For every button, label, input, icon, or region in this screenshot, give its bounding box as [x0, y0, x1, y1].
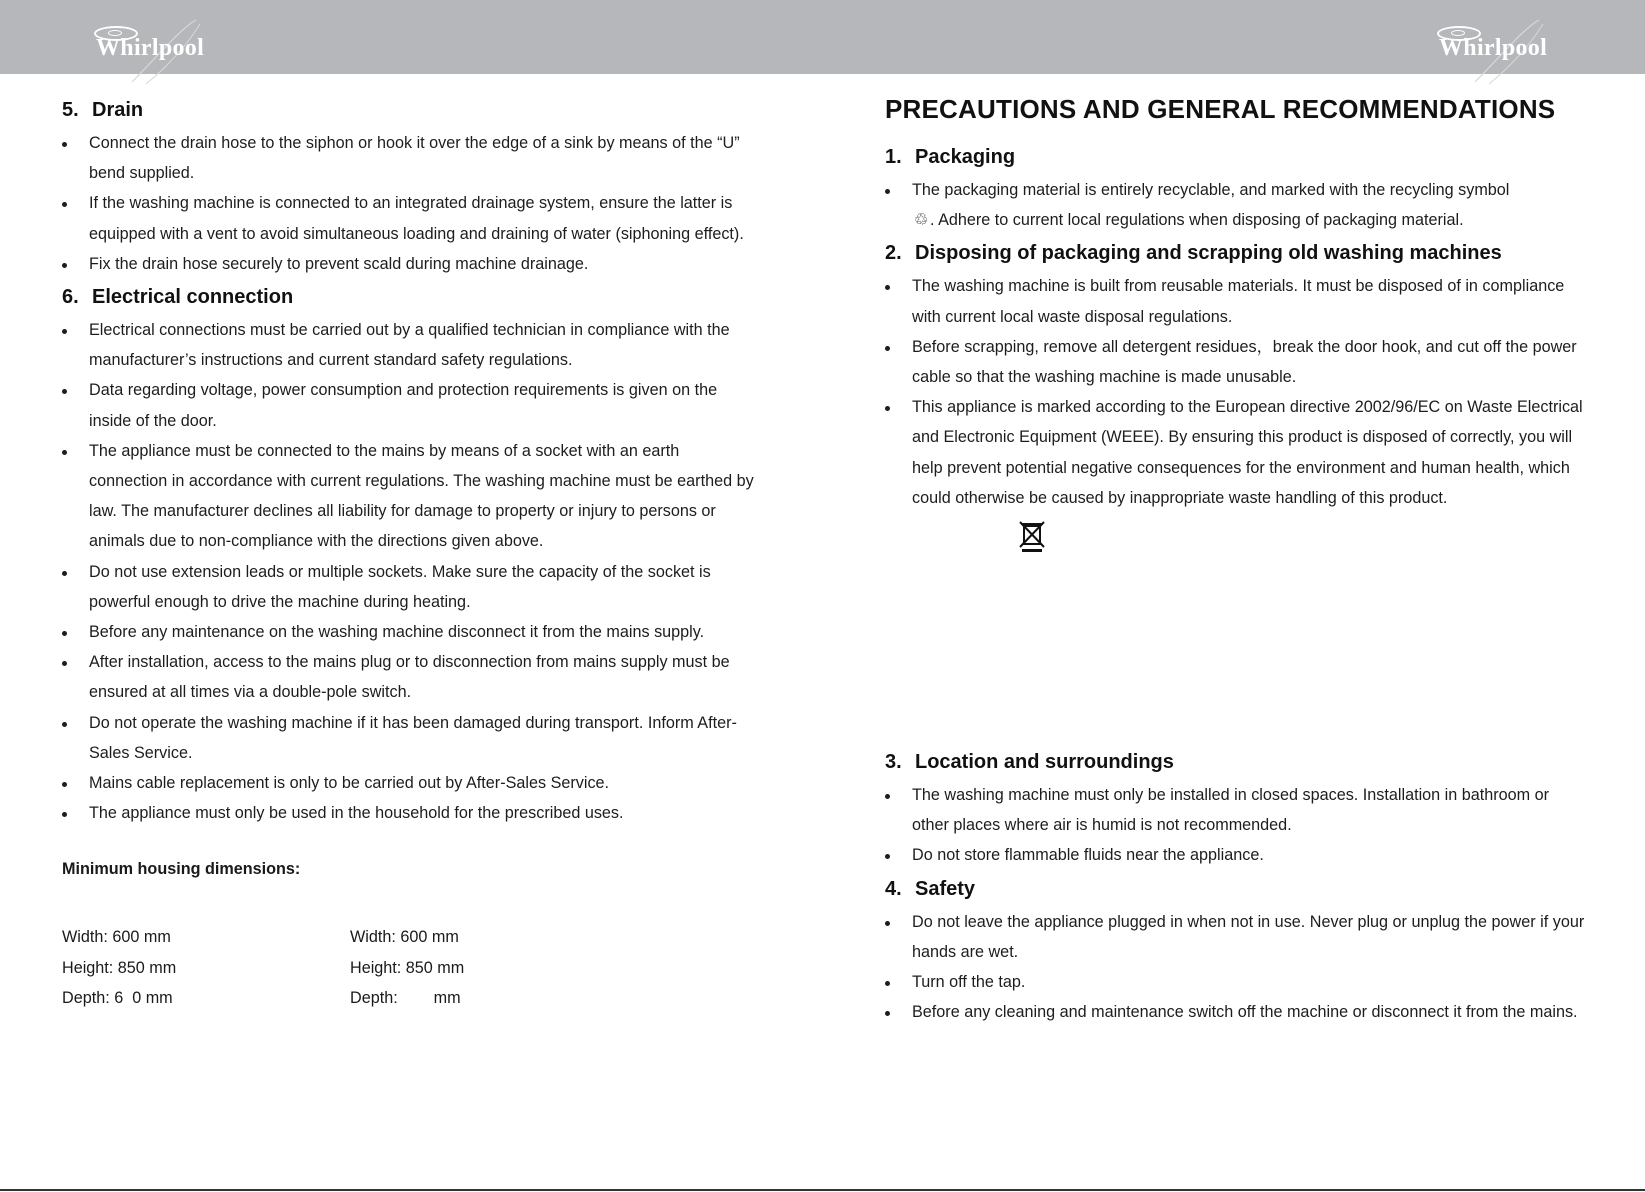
section-number: 6.	[62, 286, 79, 309]
list-item: After installation, access to the mains plug or to disconnection from mains supply must be ensured at all times via a double-pole switch.	[62, 647, 762, 707]
dim-value: Depth: mm	[350, 989, 461, 1008]
brand-name: Whirlpool	[1439, 35, 1548, 61]
list-item: Before any maintenance on the washing machine disconnect it from the mains supply.	[62, 617, 762, 647]
packaging-list	[885, 175, 1585, 235]
section-title: Location and surroundings	[915, 751, 1174, 774]
section-title: Disposing of packaging and scrapping old washing machines	[915, 242, 1502, 265]
dim-value: Depth: 6 0 mm	[62, 989, 173, 1008]
dims-table	[62, 922, 762, 1013]
list-item: Turn off the tap.	[885, 967, 1585, 997]
list-item: If the washing machine is connected to an integrated drainage system, ensure the latter is equipped with a vent to avoid simultaneous loading and draining of water (siphoning effect).	[62, 188, 762, 248]
section-title: Safety	[915, 877, 976, 900]
safety-list	[885, 907, 1585, 1028]
electrical-list	[62, 315, 762, 828]
header-bar	[0, 0, 1645, 74]
list-item: Electrical connections must be carried out by a qualified technician in compliance with the manufacturer’s instructions and current standard safety regulations.	[62, 315, 762, 375]
list-item: The washing machine must only be installed in closed spaces. Installation in bathroom or other places where air is humid is not recommended.	[885, 780, 1585, 840]
section-number: 5.	[62, 99, 79, 121]
whirlpool-logo-right	[1429, 18, 1559, 88]
recycle-icon: ♲	[913, 211, 929, 230]
list-item: This appliance is marked according to the European directive 2002/96/EC on Waste Electrical and Electronic Equipment (WEEE). By ensuring this product is disposed of correctly, you will help prevent potential negative consequences for the environment and human health, which could otherwise be caused by inappropriate waste handling of this product.	[885, 392, 1585, 513]
list-item: The appliance must only be used in the household for the prescribed uses.	[62, 798, 762, 828]
dim-value: Height: 850 mm	[350, 958, 465, 977]
list-item: Fix the drain hose securely to prevent scald during machine drainage.	[62, 249, 762, 279]
list-item: The appliance must be connected to the mains by means of a socket with an earth connection in accordance with current regulations. The washing machine must be earthed by law. The manufacturer declines all liability for damage to property or injury to persons or animals due to non-compliance with the directions given above.	[62, 436, 762, 557]
list-item: The washing machine is built from reusable materials. It must be disposed of in compliance with current local waste disposal regulations.	[885, 271, 1585, 331]
section-title: Electrical connection	[92, 286, 294, 309]
section-title: Packaging	[915, 146, 1016, 168]
list-item: Do not operate the washing machine if it has been damaged during transport. Inform After-Sales Service.	[62, 708, 762, 768]
bottom-rule	[0, 1189, 1645, 1191]
list-item: Do not use extension leads or multiple sockets. Make sure the capacity of the socket is powerful enough to drive the machine during heating.	[62, 557, 762, 617]
dim-value: Width: 600 mm	[350, 928, 459, 947]
section-heading-electrical	[62, 279, 762, 315]
list-item	[885, 175, 1585, 235]
list-item: Mains cable replacement is only to be carried out by After-Sales Service.	[62, 768, 762, 798]
location-list	[885, 780, 1585, 871]
blank-space	[885, 558, 1585, 744]
disposing-list	[885, 271, 1585, 513]
section-heading-safety	[885, 871, 1585, 907]
packaging-text-cont: . Adhere to current local regulations when disposing of packaging material.	[930, 211, 1464, 230]
right-column	[885, 92, 1585, 1027]
section-heading-drain	[62, 92, 762, 128]
list-item: Before scrapping, remove all detergent residues，break the door hook, and cut off the power cable so that the washing machine is made unusable.	[885, 332, 1585, 392]
section-title: Drain	[92, 99, 144, 121]
packaging-text: The packaging material is entirely recyclable, and marked with the recycling symbol	[912, 181, 1510, 199]
page-title: PRECAUTIONS AND GENERAL RECOMMENDATIONS	[885, 94, 1556, 124]
list-item: Before any cleaning and maintenance switch off the machine or disconnect it from the mains.	[885, 997, 1585, 1027]
section-number: 3.	[885, 751, 902, 774]
weee-bin-icon	[1017, 519, 1047, 553]
dim-value: Width: 600 mm	[62, 928, 171, 947]
section-number: 4.	[885, 877, 902, 900]
section-heading-disposing	[885, 235, 1585, 271]
section-heading-packaging	[885, 139, 1585, 175]
list-item: Connect the drain hose to the siphon or hook it over the edge of a sink by means of the “U” bend supplied.	[62, 128, 762, 188]
section-number: 1.	[885, 146, 902, 168]
dims-title: Minimum housing dimensions:	[62, 860, 301, 879]
list-item: Data regarding voltage, power consumption and protection requirements is given on the inside of the door.	[62, 375, 762, 435]
left-column	[62, 92, 762, 1014]
dim-value: Height: 850 mm	[62, 958, 177, 977]
section-number: 2.	[885, 242, 902, 265]
drain-list	[62, 128, 762, 279]
section-heading-location	[885, 744, 1585, 780]
brand-name: Whirlpool	[96, 35, 205, 61]
list-item: Do not store flammable fluids near the appliance.	[885, 840, 1585, 870]
whirlpool-logo-left	[86, 18, 216, 88]
list-item: Do not leave the appliance plugged in when not in use. Never plug or unplug the power if your hands are wet.	[885, 907, 1585, 967]
